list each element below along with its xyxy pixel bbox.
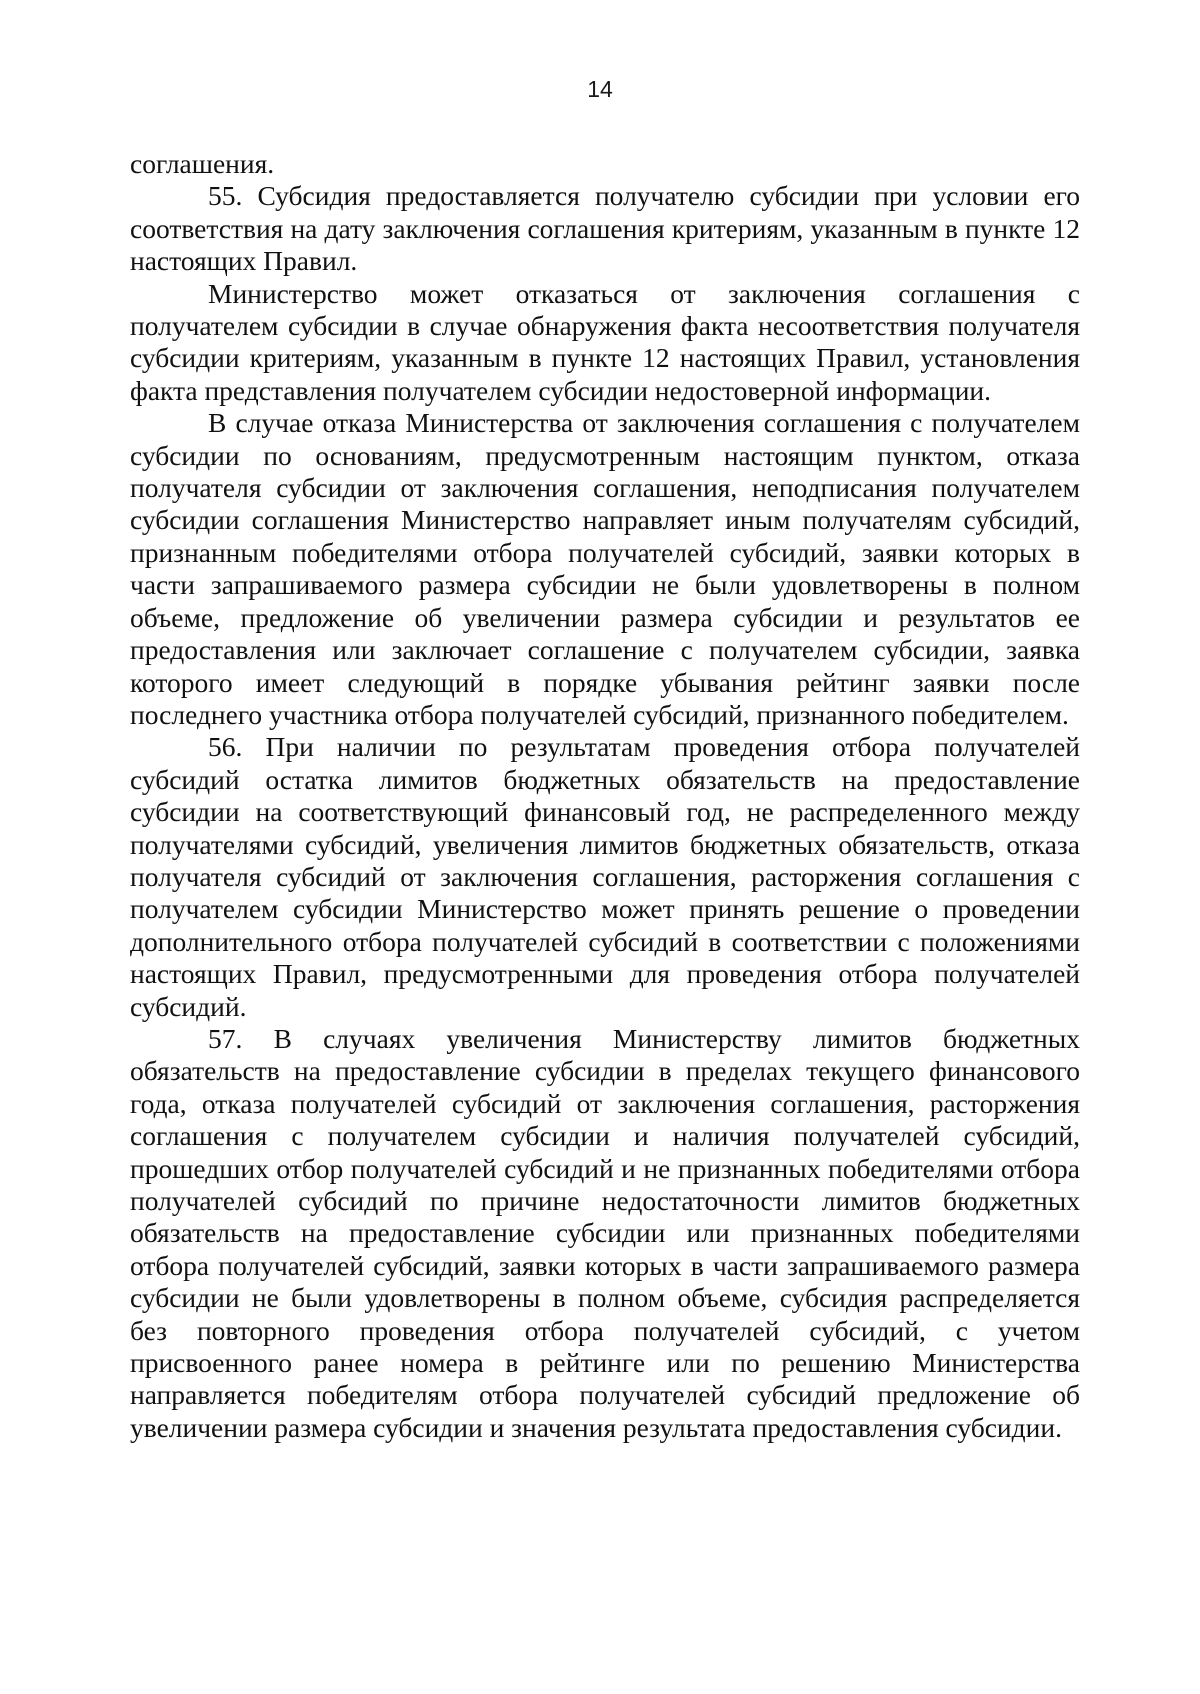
paragraph-continuation: соглашения. bbox=[130, 148, 275, 179]
paragraph-56: 56. При наличии по результатам проведения отбора получателей субсидий остатка лимитов бюджетных обязательств на предоставление субсидии на соответствующий финансовый год, не распределенного между получателями субсидий, увеличения лимитов бюджетных обязательств, отказа получателя субсидий от заключения соглашения, расторжения соглашения с получателем субсидии Министерство может принять решение о проведении дополнительного отбора получателей субсидий в соответствии с положениями настоящих Правил, предусмотренными для проведения отбора получателей субсидий. bbox=[130, 731, 1080, 1022]
paragraph-55: 55. Субсидия предоставляется получателю субсидии при условии его соответствия на дату заключения соглашения критериям, указанным в пункте 12 настоящих Правил. bbox=[130, 180, 1080, 277]
document-body bbox=[130, 148, 1080, 1444]
paragraph-refusal-case: В случае отказа Министерства от заключения соглашения с получателем субсидии по основаниям, предусмотренным настоящим пунктом, отказа получателя субсидии от заключения соглашения, неподписания получателем субсидии соглашения Министерство направляет иным получателям субсидий, признанным победителями отбора получателей субсидий, заявки которых в части запрашиваемого размера субсидии не были удовлетворены в полном объеме, предложение об увеличении размера субсидии и результатов ее предоставления или заключает соглашение с получателем субсидии, заявка которого имеет следующий в порядке убывания рейтинг заявки после последнего участника отбора получателей субсидий, признанного победителем. bbox=[130, 407, 1080, 730]
paragraph-ministry-refusal: Министерство может отказаться от заключения соглашения с получателем субсидии в случае обнаружения факта несоответствия получателя субсидии критериям, указанным в пункте 12 настоящих Правил, установления факта представления получателем субсидии недостоверной информации. bbox=[130, 277, 1080, 406]
paragraph-57: 57. В случаях увеличения Министерству лимитов бюджетных обязательств на предоставление субсидии в пределах текущего финансового года, отказа получателей субсидий от заключения соглашения, расторжения соглашения с получателем субсидии и наличия получателей субсидий, прошедших отбор получателей субсидий и не признанных победителями отбора получателей субсидий по причине недостаточности лимитов бюджетных обязательств на предоставление субсидии или признанных победителями отбора получателей субсидий, заявки которых в части запрашиваемого размера субсидии не были удовлетворены в полном объеме, субсидия распределяется без повторного проведения отбора получателей субсидий, с учетом присвоенного ранее номера в рейтинге или по решению Министерства направляется победителям отбора получателей субсидий предложение об увеличении размера субсидии и значения результата предоставления субсидии. bbox=[130, 1022, 1080, 1443]
page-number: 14 bbox=[587, 76, 613, 102]
